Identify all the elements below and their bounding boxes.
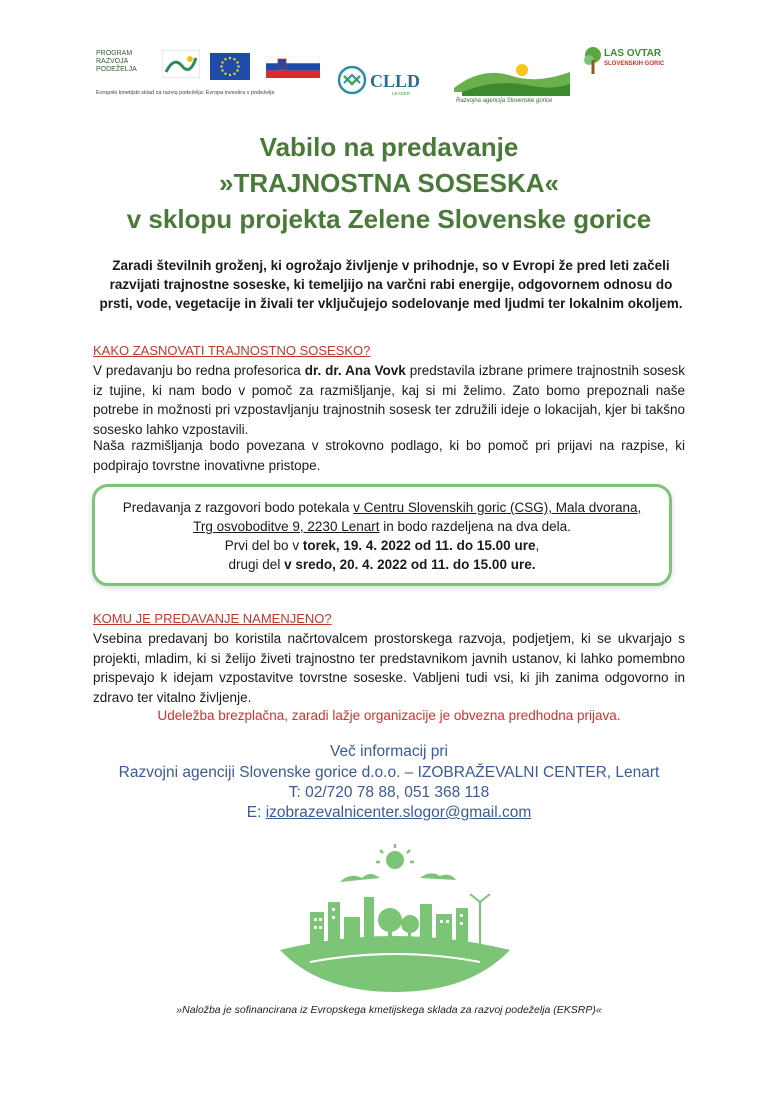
leader-logo <box>162 50 200 78</box>
info-email: E: izobrazevalnicenter.slogor@gmail.com <box>246 804 532 821</box>
las-ovtar-logo: LAS OVTAR SLOVENSKIH GORIC <box>582 44 692 84</box>
info-heading: Več informacij pri <box>329 743 448 760</box>
section2-paragraph: Vsebina predavanj bo koristila načrtovalcem prostorskega razvoja, podjetjem, ki se ukvarjajo s projekti, mladim, ki si želijo živeti trajnostno ter predstavnikom javnih ustanov, ki lahko pomembno prispevajo k idejam vzpostavitve tovrstne soseske. Vabljeni tudi vsi, ki jih zanima odgovorno in zdravo ter vitalno življenje. <box>93 631 685 705</box>
title-main: »TRAJNOSTNA SOSESKA« <box>219 168 559 198</box>
title-project: v sklopu projekta Zelene Slovenske gorice <box>126 204 652 234</box>
slovenia-flag-icon <box>266 56 320 78</box>
lecturer-name: dr. dr. Ana Vovk <box>304 363 406 378</box>
registration-note: Udeležba brezplačna, zaradi lažje organizacije je obvezna predhodna prijava. <box>157 708 621 723</box>
info-organization: Razvojni agenciji Slovenske gorice d.o.o. – IZOBRAŽEVALNI CENTER, Lenart <box>118 764 660 781</box>
section-heading-audience: KOMU JE PREDAVANJE NAMENJENO? <box>93 611 332 626</box>
info-phone: T: 02/720 78 88, 051 368 118 <box>288 784 490 801</box>
section1-paragraph: V predavanju bo redna profesorica dr. dr. Ana Vovk predstavila izbrane primere trajnostnih sosesk iz tujine, ki nam bodo v pomoč za razmišljanje, kaj si mi želimo. Zato bomo prepoznali naše potrebe in možnosti pri vzpostavljanju trajnostnih sosesk ter združili ideje o lokacijah, kjer bi takšno sosesko lahko vzpostavili. <box>93 363 685 437</box>
venue-link: v Centru Slovenskih goric (CSG), Mala dvorana, <box>353 500 642 515</box>
funding-footer: »Naložba je sofinancirana iz Evropskega kmetijskega sklada za razvoj podeželja (EKSRP)« <box>176 1004 602 1016</box>
clld-logo <box>336 62 436 98</box>
eu-flag-icon <box>210 53 250 80</box>
section-heading-how: KAKO ZASNOVATI TRAJNOSTNO SOSESKO? <box>93 343 371 358</box>
date-part-2: v sredo, 20. 4. 2022 od 11. do 15.00 ure. <box>284 557 536 572</box>
section1-paragraph-2: Naša razmišljanja bodo povezana v strokovno podlago, ki bo pomoč pri prijavi na razpise, ki podpirajo tovrstne inovativne pristope. <box>93 438 685 473</box>
svg-text:LEADER: LEADER <box>392 91 411 96</box>
event-details-box: Predavanja z razgovori bodo potekala v Centru Slovenskih goric (CSG), Mala dvorana, Trg osvoboditve 9, 2230 Lenart in bodo razdeljena na dva dela. Prvi del bo v torek, 19. 4. 2022 od 11. do 15.00 ure, drugi del v sredo, 20. 4. 2022 od 11. do 15.00 ure. <box>92 484 672 586</box>
address-link: Trg osvoboditve 9, 2230 Lenart <box>193 519 380 534</box>
logo-bar <box>90 44 690 114</box>
title-invitation: Vabilo na predavanje <box>259 132 519 162</box>
intro-paragraph: Zaradi številnih groženj, ki ogrožajo življenje v prihodnje, so v Evropi že pred leti začeli razvijati trajnostne soseske, ki temeljijo na varčni rabi energije, odgovornem odnosu do prsti, vode, vegetacije in živali ter vključujejo sodelovanje med ljudmi ter lokalnim okoljem. <box>99 258 683 311</box>
green-city-globe-illustration <box>270 842 520 992</box>
email-link[interactable]: izobrazevalnicenter.slogor@gmail.com <box>265 804 532 821</box>
svg-text:CLLD: CLLD <box>370 71 421 91</box>
program-razvoja-podezelja-logo: PROGRAM RAZVOJA PODEŽELJA Evropski kmetijski sklad za razvoj podeželja: Evropa investira v podeželje <box>96 44 408 108</box>
date-part-1: torek, 19. 4. 2022 od 11. do 15.00 ure <box>302 538 536 553</box>
razvojna-agencija-logo: Razvojna agencija Slovenske gorice <box>452 58 572 110</box>
tree-icon <box>582 46 604 78</box>
